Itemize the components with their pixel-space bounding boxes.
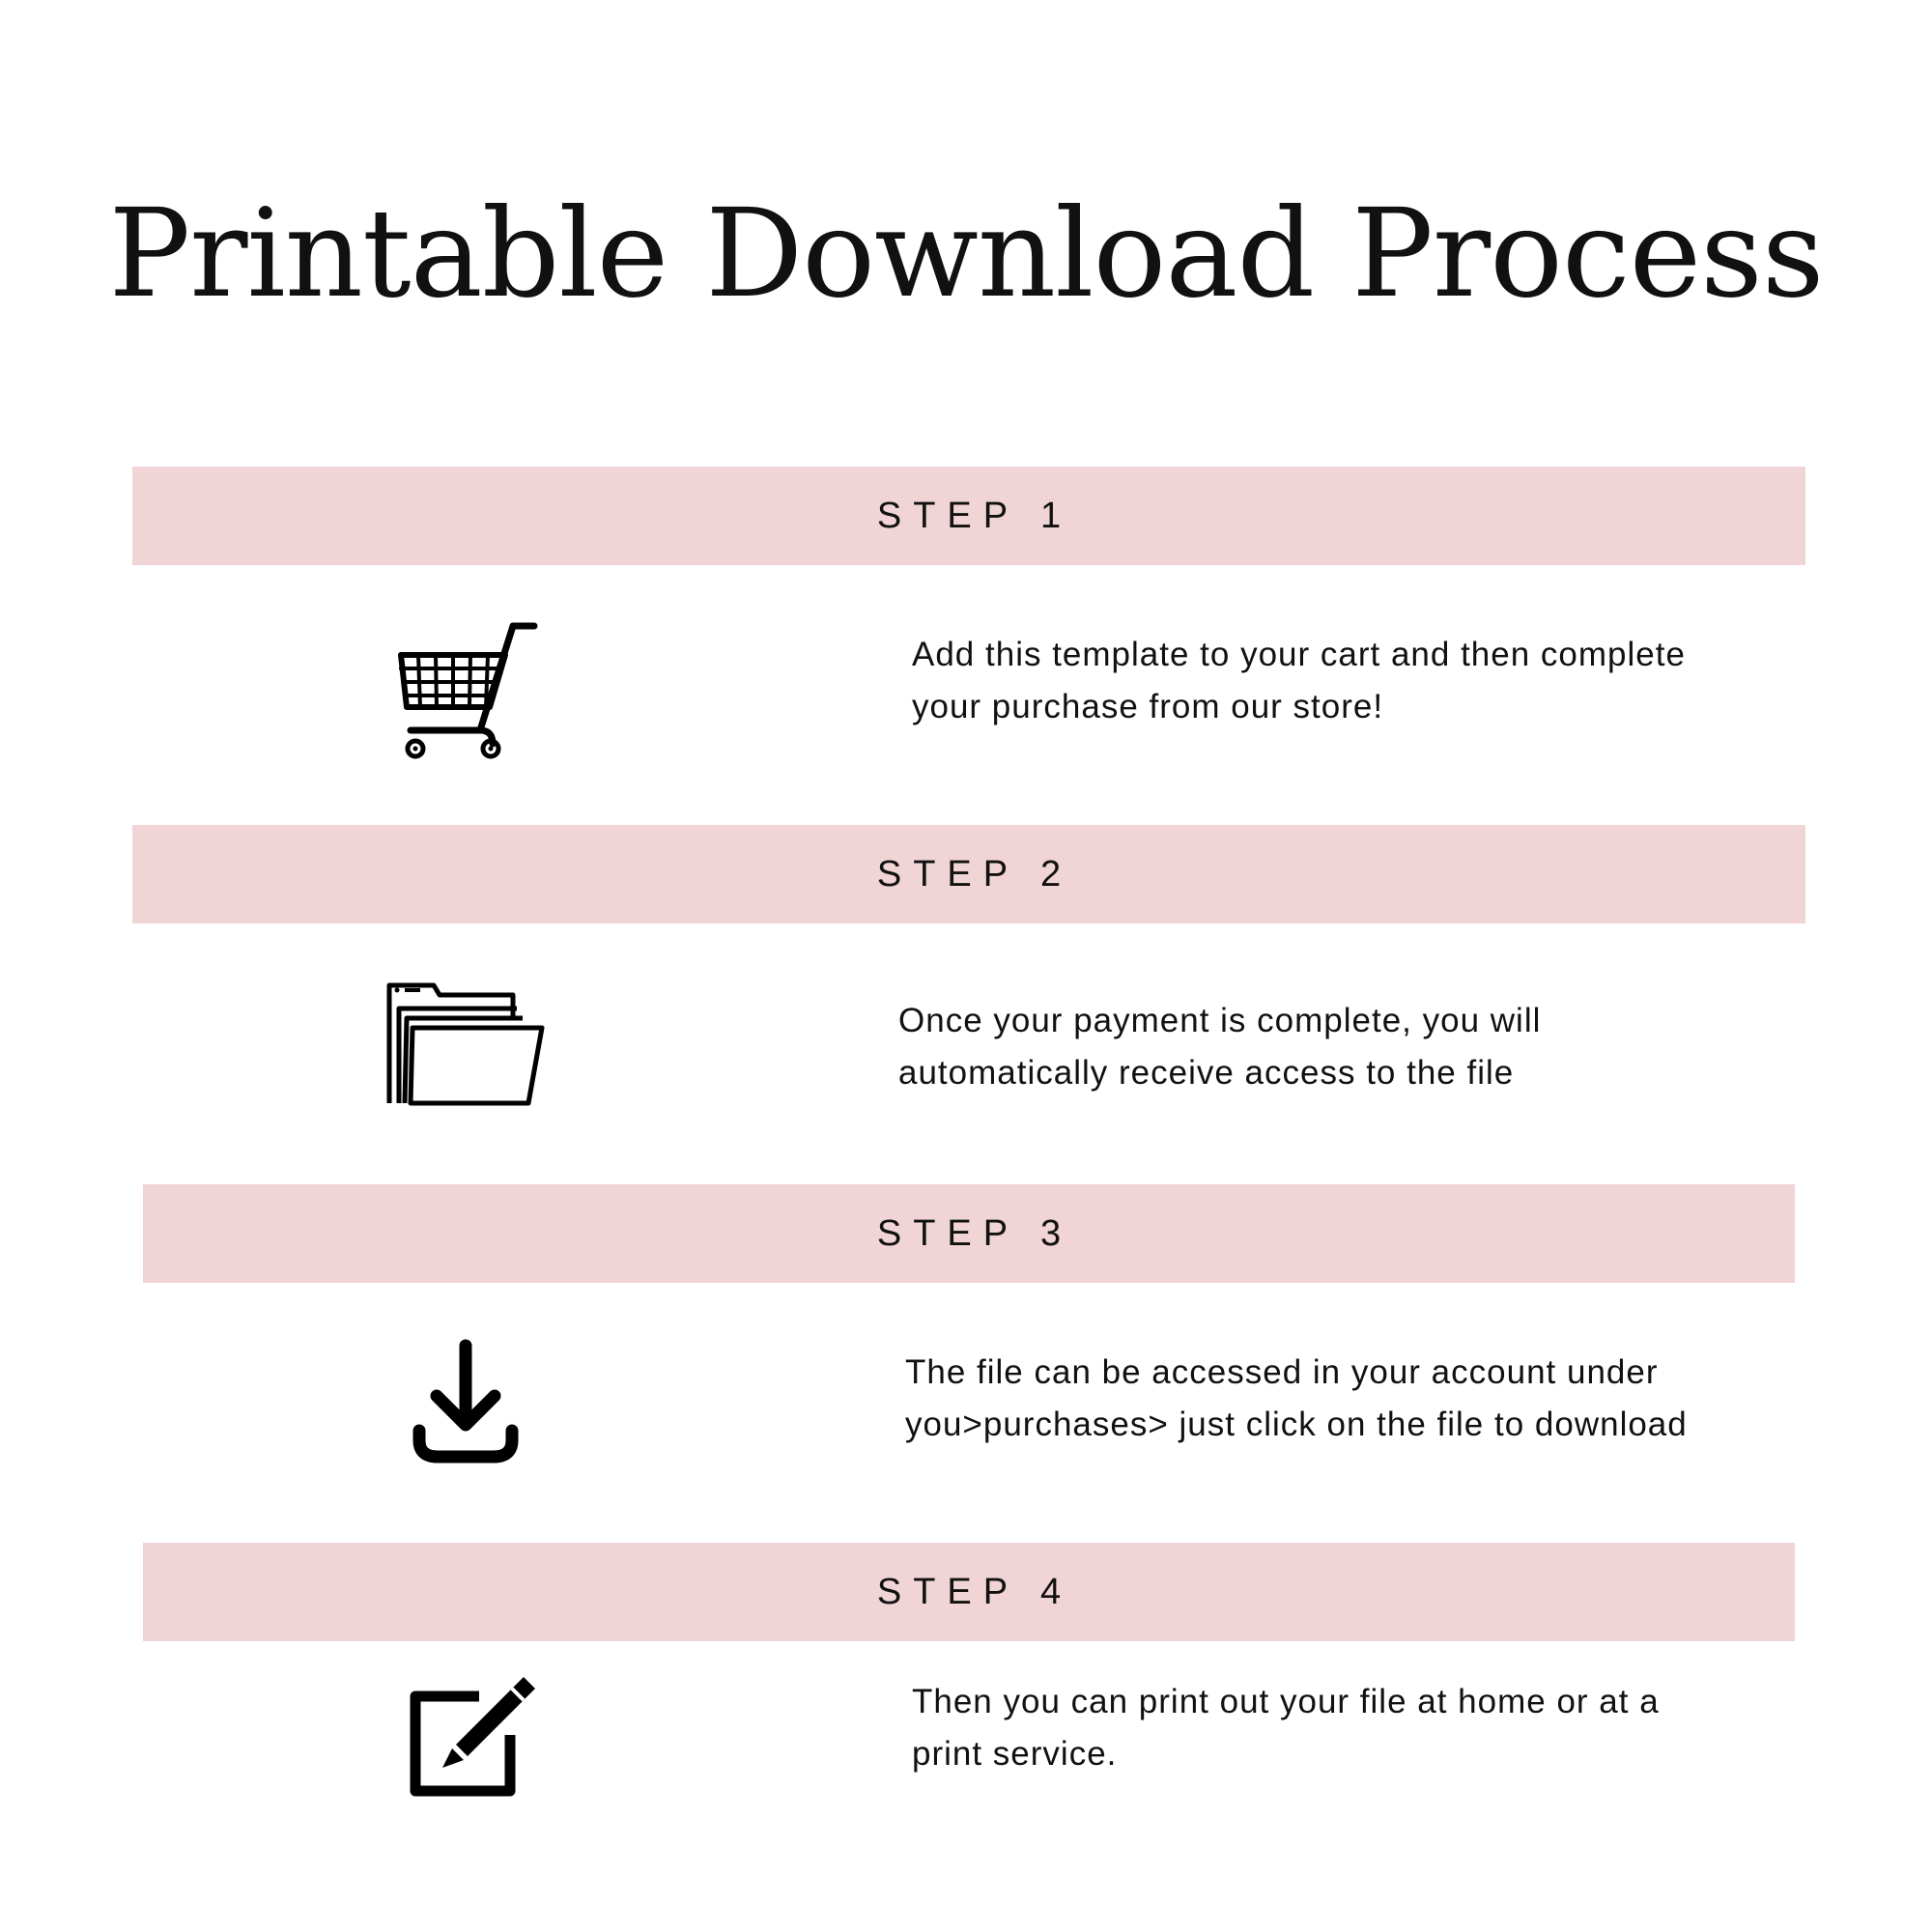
step-1-text-line-1: Add this template to your cart and then complete bbox=[912, 636, 1686, 673]
open-folder-icon bbox=[382, 978, 546, 1122]
edit-icon bbox=[394, 1667, 558, 1812]
step-2-band bbox=[132, 825, 1805, 923]
step-3-text-line-1: The file can be accessed in your account under bbox=[905, 1353, 1659, 1391]
step-3-label: STEP 3 bbox=[876, 1212, 1073, 1254]
step-3-text bbox=[905, 1347, 1688, 1451]
step-1-text bbox=[912, 629, 1686, 733]
step-2-text bbox=[898, 995, 1541, 1099]
step-4-band bbox=[143, 1543, 1795, 1641]
step-2-label: STEP 2 bbox=[876, 853, 1073, 895]
step-3-text-line-2: you>purchases> just click on the file to download bbox=[905, 1406, 1688, 1443]
step-4-label: STEP 4 bbox=[876, 1571, 1073, 1612]
page-title: Printable Download Process bbox=[108, 183, 1824, 325]
step-3-band bbox=[143, 1184, 1795, 1283]
step-1-label: STEP 1 bbox=[876, 495, 1073, 536]
step-1-band bbox=[132, 467, 1805, 565]
shopping-cart-icon bbox=[391, 618, 555, 763]
step-1-text-line-2: your purchase from our store! bbox=[912, 688, 1384, 725]
step-2-text-line-1: Once your payment is complete, you will bbox=[898, 1002, 1542, 1039]
step-4-text bbox=[912, 1676, 1660, 1780]
step-4-text-line-2: print service. bbox=[912, 1735, 1118, 1773]
step-2-text-line-2: automatically receive access to the file bbox=[898, 1054, 1515, 1092]
download-icon bbox=[384, 1336, 548, 1481]
step-4-text-line-1: Then you can print out your file at home or at a bbox=[912, 1683, 1660, 1720]
